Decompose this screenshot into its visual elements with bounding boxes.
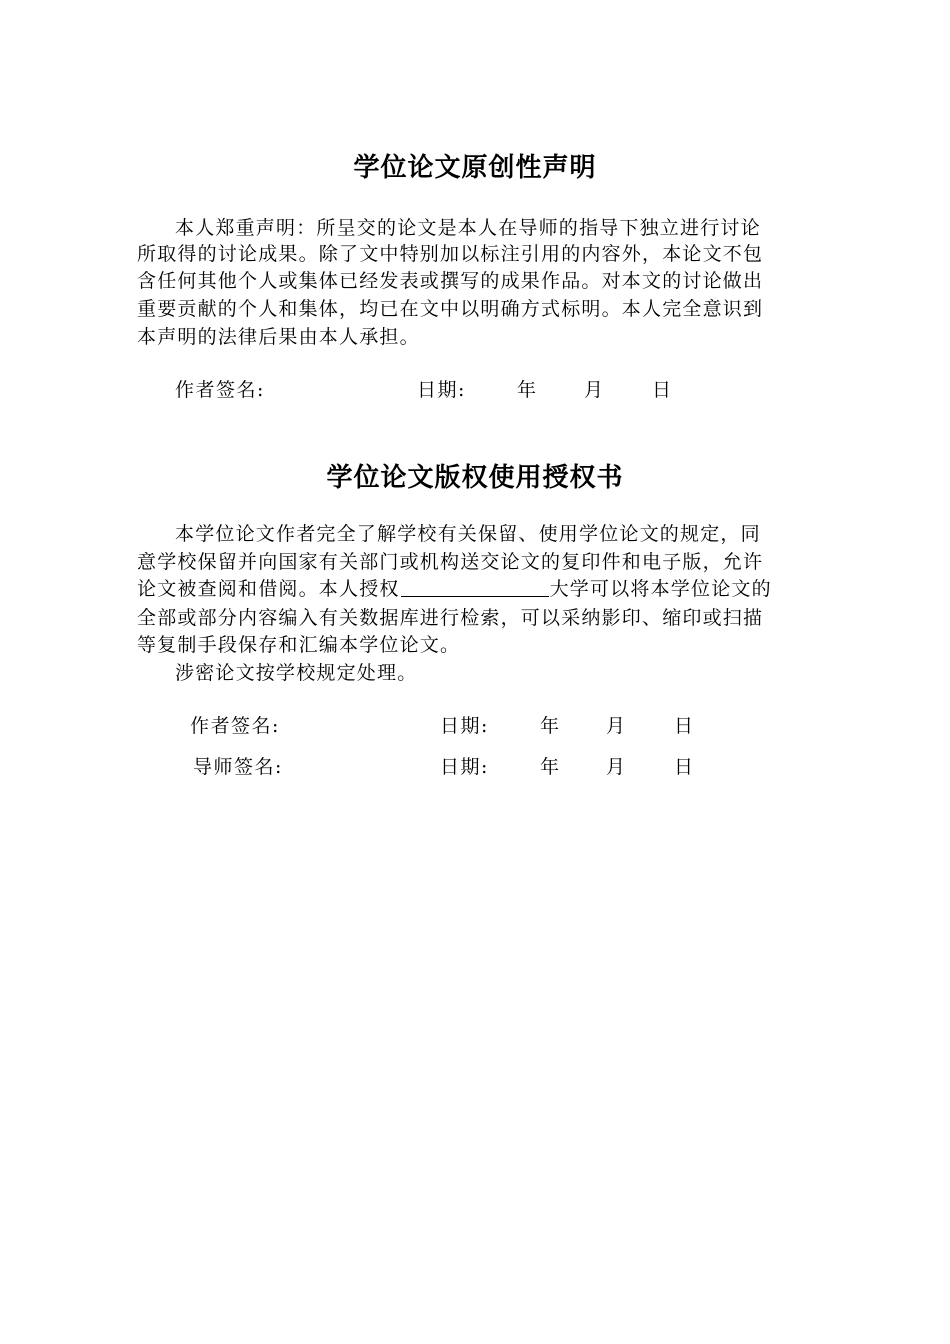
authorization-author-month-label: 月: [606, 715, 627, 737]
declaration-line-2: 所取得的讨论成果。除了文中特别加以标注引用的内容外，本论文不包: [137, 243, 764, 265]
declaration-author-signature-label: 作者签名:: [175, 379, 265, 401]
authorization-line-3-end: 大学可以将本学位论文的: [549, 578, 772, 600]
authorization-author-signature-label: 作者签名:: [190, 715, 280, 737]
authorization-line-3: [137, 577, 837, 601]
declaration-line-4: 重要贡献的个人和集体，均已在文中以明确方式标明。本人完全意识到: [137, 298, 764, 320]
authorization-author-year-label: 年: [540, 715, 561, 737]
authorization-title: 学位论文版权使用授权书: [326, 463, 624, 493]
authorization-advisor-day-label: 日: [674, 756, 695, 778]
authorization-advisor-signature-label: 导师签名:: [193, 756, 283, 778]
authorization-line-1: 本学位论文作者完全了解学校有关保留、使用学位论文的规定，同: [175, 523, 761, 545]
authorization-advisor-month-label: 月: [606, 756, 627, 778]
authorization-author-date-label: 日期:: [440, 715, 489, 737]
declaration-year-label: 年: [517, 379, 538, 401]
declaration-title: 学位论文原创性声明: [353, 153, 597, 183]
declaration-day-label: 日: [652, 379, 673, 401]
declaration-line-5: 本声明的法律后果由本人承担。: [137, 326, 420, 348]
authorization-line-3-start: 论文被查阅和借阅。本人授权: [137, 578, 400, 600]
declaration-line-3: 含任何其他个人或集体已经发表或撰写的成果作品。对本文的讨论做出: [137, 270, 764, 292]
authorization-author-day-label: 日: [674, 715, 695, 737]
declaration-line-1: 本人郑重声明：所呈交的论文是本人在导师的指导下独立进行讨论: [175, 217, 761, 239]
authorization-advisor-year-label: 年: [540, 756, 561, 778]
declaration-date-label: 日期:: [417, 379, 466, 401]
authorization-advisor-date-label: 日期:: [440, 756, 489, 778]
university-name-blank: [401, 578, 549, 597]
authorization-line-2: 意学校保留并向国家有关部门或机构送交论文的复印件和电子版，允许: [137, 551, 764, 573]
authorization-line-6: 涉密论文按学校规定处理。: [175, 662, 418, 684]
authorization-line-5: 等复制手段保存和汇编本学位论文。: [137, 634, 461, 656]
authorization-line-4: 全部或部分内容编入有关数据库进行检索，可以采纳影印、缩印或扫描: [137, 607, 764, 629]
declaration-month-label: 月: [584, 379, 605, 401]
